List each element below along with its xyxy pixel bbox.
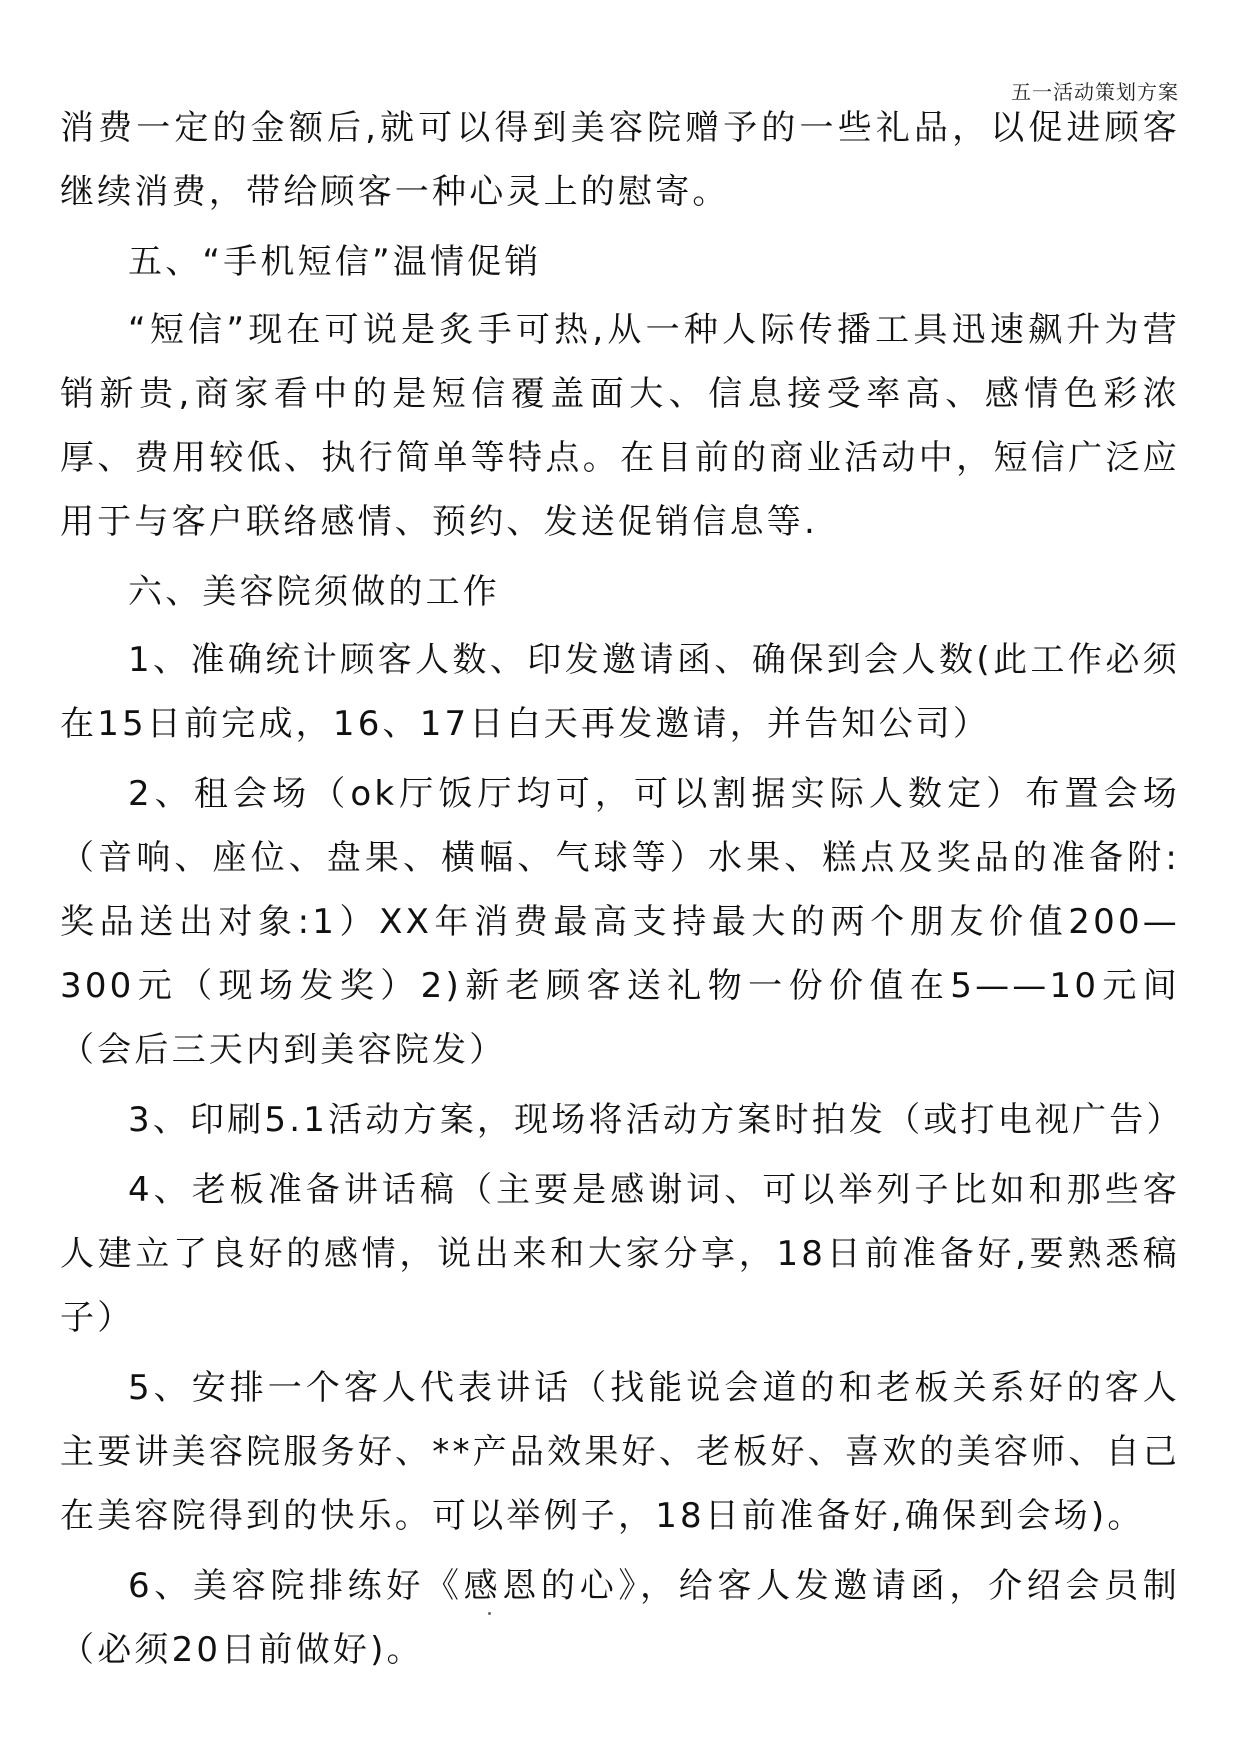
- paragraph-continuation: 消费一定的金额后,就可以得到美容院赠予的一些礼品，以促进顾客继续消费，带给顾客一种心灵上的慰寄。: [60, 108, 1180, 212]
- document-body: [60, 96, 1184, 1688]
- page-dot-mark: [488, 1612, 491, 1615]
- task-item-4: 4、老板准备讲话稿（主要是感谢词、可以举列子比如和那些客人建立了良好的感情，说出来和大家分享，18日前准备好,要熟悉稿子）: [60, 1170, 1180, 1338]
- task-item-6: 6、美容院排练好《感恩的心》，给客人发邀请函，介绍会员制（必须20日前做好)。: [60, 1566, 1180, 1670]
- task-item-1: 1、准确统计顾客人数、印发邀请函、确保到会人数(此工作必须在15日前完成，16、17日白天再发邀请，并告知公司）: [60, 640, 1180, 744]
- running-header: 五一活动策划方案: [1011, 80, 1179, 104]
- task-item-3: 3、印刷5.1活动方案，现场将活动方案时拍发（或打电视广告）: [128, 1100, 1184, 1140]
- paragraph-sms: “短信”现在可说是炙手可热,从一种人际传播工具迅速飙升为营销新贵,商家看中的是短信覆盖面大、信息接受率高、感情色彩浓厚、费用较低、执行简单等特点。在目前的商业活动中，短信广泛应用于与客户联络感情、预约、发送促销信息等.: [60, 310, 1180, 542]
- task-item-2: 2、租会场（ok厅饭厅均可，可以割据实际人数定）布置会场（音响、座位、盘果、横幅、气球等）水果、糕点及奖品的准备附:奖品送出对象:1）XX年消费最高支持最大的两个朋友价值200—300元（现场发奖）2)新老顾客送礼物一份价值在5——10元间（会后三天内到美容院发）: [60, 774, 1180, 1070]
- section-heading-sms: 五、“手机短信”温情促销: [128, 242, 542, 282]
- task-item-5: 5、安排一个客人代表讲话（找能说会道的和老板关系好的客人主要讲美容院服务好、**产品效果好、老板好、喜欢的美容师、自己在美容院得到的快乐。可以举例子，18日前准备好,确保到会场)。: [60, 1368, 1180, 1536]
- section-heading-tasks: 六、美容院须做的工作: [128, 572, 500, 612]
